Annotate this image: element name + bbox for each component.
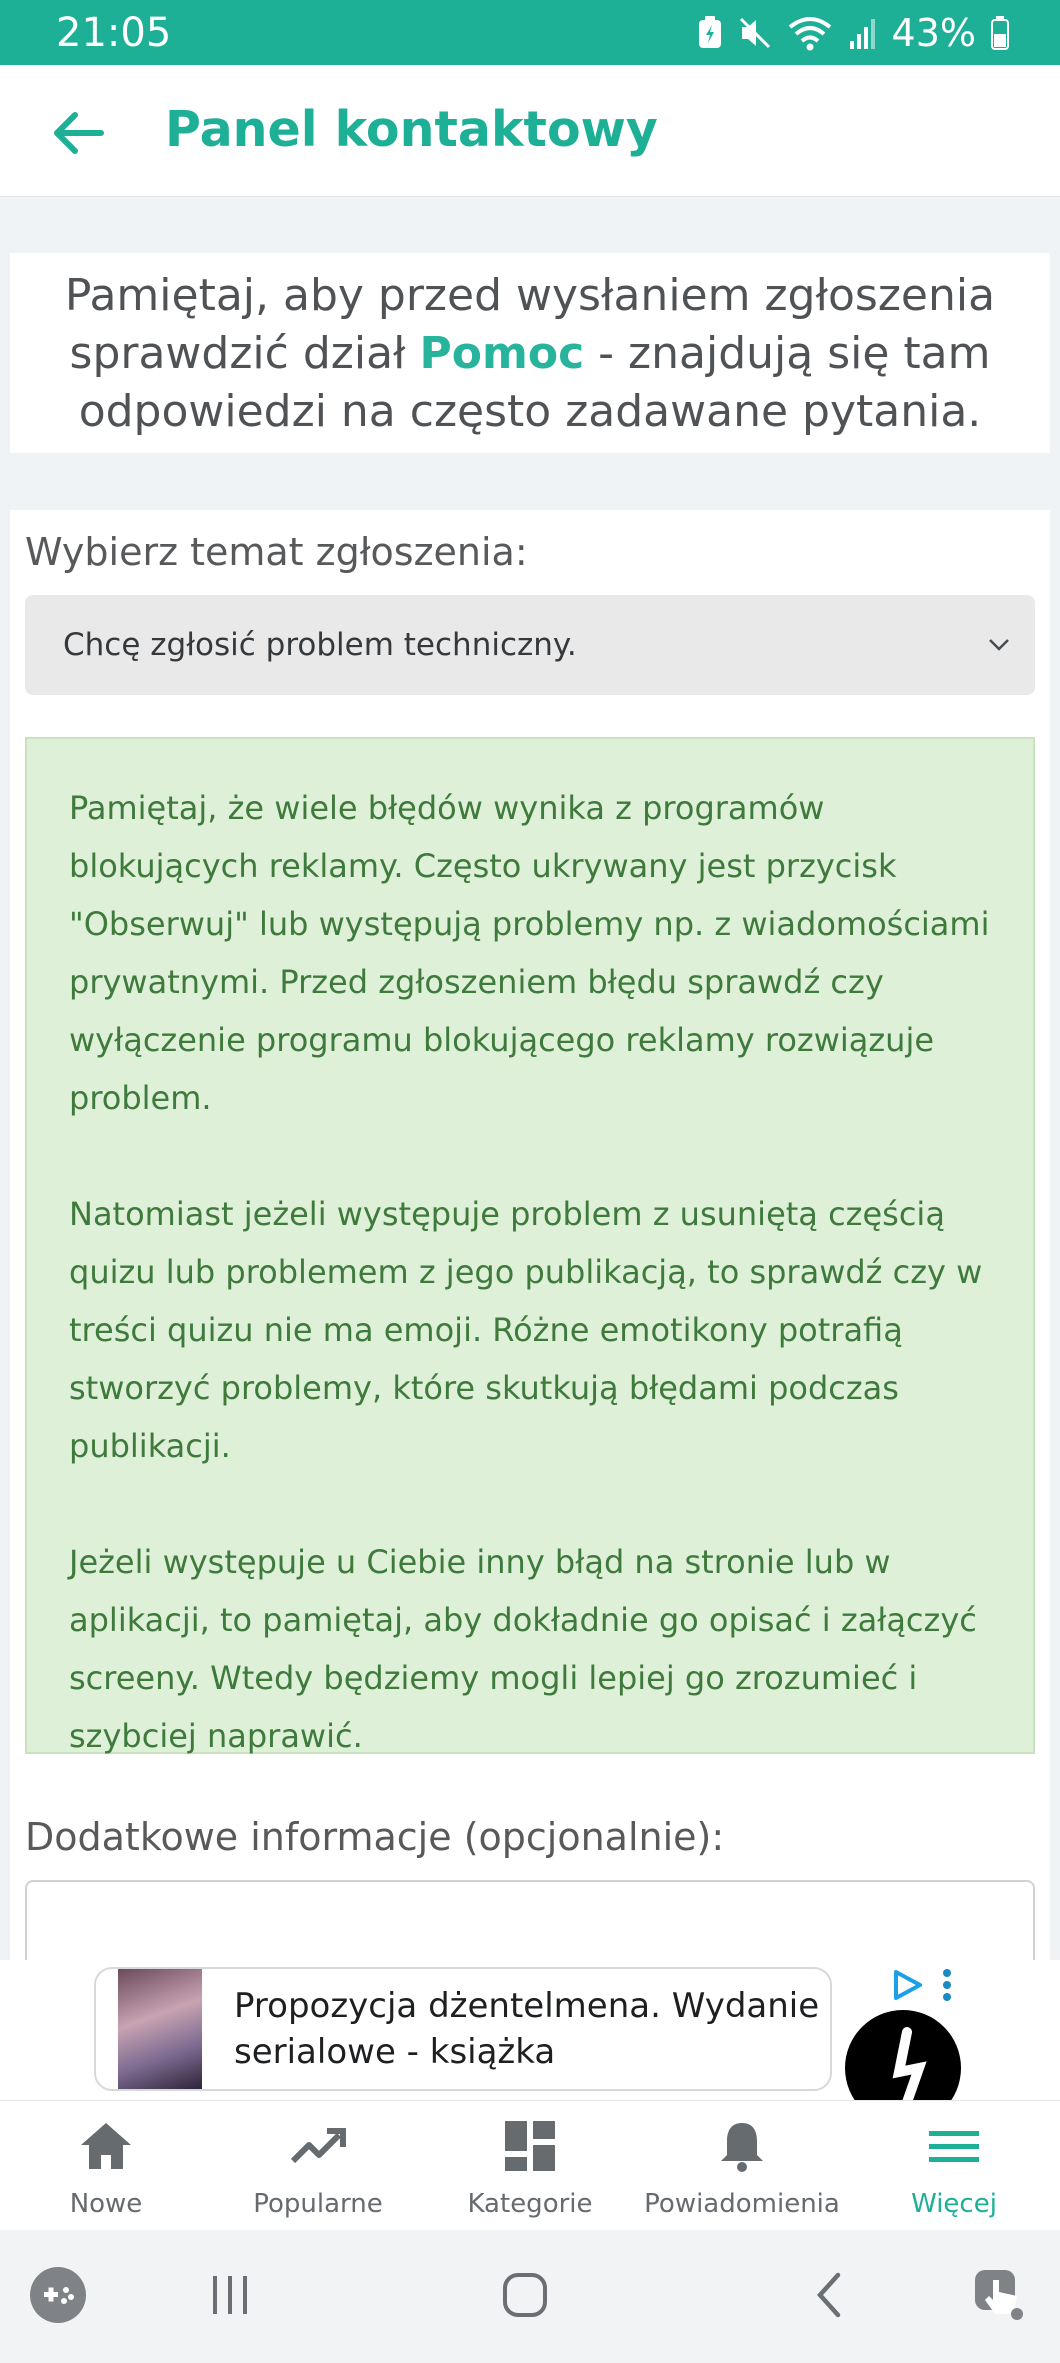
- mute-icon: [738, 15, 772, 51]
- status-time: 21:05: [56, 10, 172, 56]
- back-system-button[interactable]: [800, 2260, 860, 2330]
- battery-saver-icon: [696, 15, 724, 51]
- battery-icon: [990, 15, 1010, 51]
- ad-text: Propozycja dżentelmena. Wydanie serialowe - książka: [234, 1986, 820, 2072]
- battery-percent: 43%: [891, 11, 976, 55]
- status-bar: [0, 0, 1060, 65]
- topic-label: Wybierz temat zgłoszenia:: [25, 530, 528, 574]
- wifi-icon: [786, 15, 834, 51]
- info-paragraph: Natomiast jeżeli występuje problem z usuniętą częścią quizu lub problemem z jego publikacją, to sprawdź czy w treści quizu nie ma emoji. Różne emotikony potrafią stworzyć problemy, które skutkują błędami podczas publikacji.: [69, 1195, 983, 1465]
- technical-info-box: [25, 737, 1035, 1754]
- info-paragraph: Pamiętaj, że wiele błędów wynika z programów blokujących reklamy. Często ukrywany jest przycisk "Obserwuj" lub występują problemy np. z wiadomościami prywatnymi. Przed zgłoszeniem błędu sprawdź czy wyłączenie programu blokującego reklamy rozwiązuje problem.: [69, 789, 990, 1117]
- contact-form: [10, 510, 1050, 1960]
- chevron-left-icon: [810, 2270, 850, 2320]
- nav-item-popularne[interactable]: [212, 2101, 424, 2230]
- arrow-left-icon: [51, 110, 105, 156]
- dashboard-icon: [501, 2117, 559, 2175]
- notice-text-after: - znajdują się tam odpowiedzi na często zadawane pytania.: [78, 328, 991, 437]
- game-launcher-button[interactable]: [28, 2260, 88, 2330]
- topic-selected-value: Chcę zgłosić problem techniczny.: [63, 627, 577, 663]
- home-button[interactable]: [495, 2260, 555, 2330]
- recent-apps-icon: [207, 2272, 253, 2318]
- nav-label: Popularne: [253, 2189, 383, 2219]
- ad-book-cover: [118, 1969, 202, 2089]
- extra-info-label: Dodatkowe informacje (opcjonalnie):: [25, 1815, 725, 1859]
- help-notice: [10, 253, 1050, 453]
- notice-text-before: Pamiętaj, aby przed wysłaniem zgłoszenia sprawdzić dział: [64, 270, 996, 379]
- signal-icon: [848, 15, 878, 51]
- ad-banner[interactable]: [0, 1960, 1060, 2100]
- back-button[interactable]: [40, 95, 116, 171]
- nav-label: Nowe: [69, 2189, 143, 2219]
- nav-item-wiecej[interactable]: [848, 2101, 1060, 2230]
- accessibility-button[interactable]: [968, 2260, 1028, 2330]
- chevron-down-icon: [985, 631, 1013, 659]
- nav-item-powiadomienia[interactable]: [636, 2101, 848, 2230]
- nav-label: Więcej: [911, 2189, 997, 2219]
- help-link[interactable]: Pomoc: [419, 328, 585, 379]
- status-icons: [696, 12, 1010, 54]
- nav-item-kategorie[interactable]: [424, 2101, 636, 2230]
- trending-icon: [289, 2117, 347, 2175]
- bell-icon: [713, 2117, 771, 2175]
- nav-item-nowe[interactable]: [0, 2101, 212, 2230]
- nav-label: Powiadomienia: [644, 2189, 840, 2219]
- topic-select[interactable]: [25, 595, 1035, 695]
- game-controller-icon: [29, 2266, 87, 2324]
- menu-icon: [925, 2117, 983, 2175]
- ad-choices-icon[interactable]: [890, 1968, 926, 2002]
- bottom-nav: [0, 2100, 1060, 2230]
- system-nav-bar: [0, 2230, 1060, 2363]
- ad-more-icon[interactable]: [940, 1968, 954, 2002]
- home-icon: [77, 2117, 135, 2175]
- ad-card[interactable]: [94, 1967, 832, 2091]
- home-square-icon: [501, 2271, 549, 2319]
- info-paragraph: Jeżeli występuje u Ciebie inny błąd na stronie lub w aplikacji, to pamiętaj, aby dokładnie go opisać i załączyć screeny. Wtedy będziemy mogli lepiej go zrozumieć i szybciej naprawić.: [69, 1543, 977, 1755]
- nav-label: Kategorie: [467, 2189, 593, 2219]
- page-title: Panel kontaktowy: [165, 101, 658, 158]
- recent-apps-button[interactable]: [200, 2260, 260, 2330]
- touch-assist-icon: [969, 2266, 1027, 2324]
- app-bar: [0, 65, 1060, 197]
